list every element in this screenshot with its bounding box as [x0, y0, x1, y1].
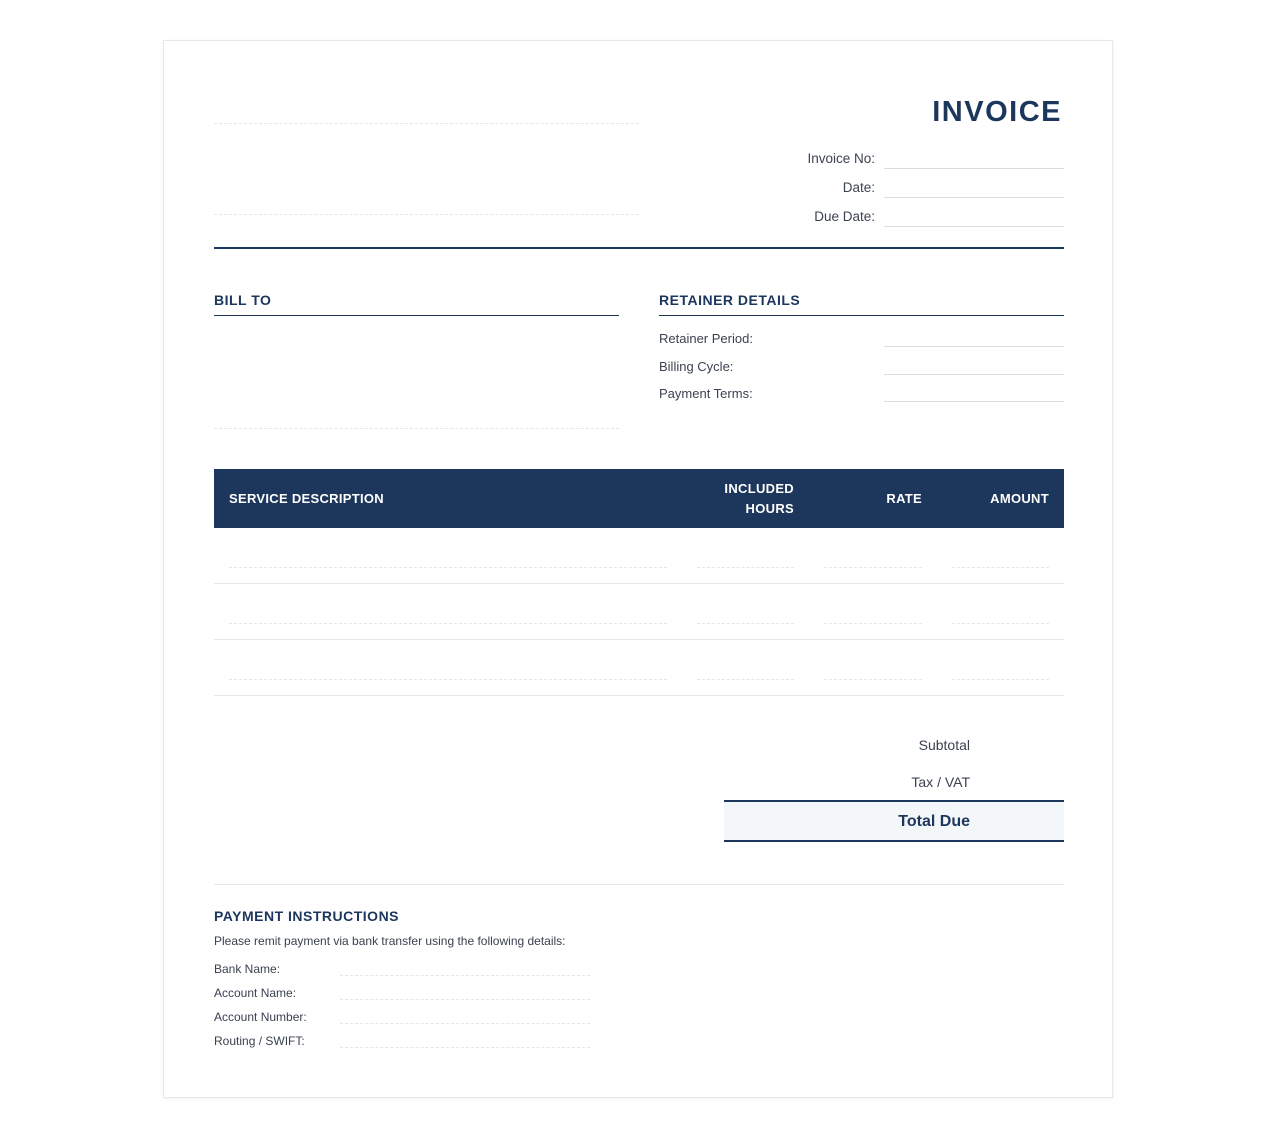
company-address-field[interactable] [214, 214, 639, 215]
bank-name-label: Bank Name: [214, 962, 281, 976]
row-description-field[interactable] [229, 567, 667, 568]
bill-to-rule [214, 315, 619, 316]
row-description-field[interactable] [229, 623, 667, 624]
row-hours-field[interactable] [697, 679, 794, 680]
payment-divider [214, 884, 1064, 885]
header-included-hours-line1: INCLUDED [724, 481, 794, 496]
header-included-hours-line2: HOURS [745, 501, 794, 516]
bill-to-field[interactable] [214, 428, 619, 429]
header-service-description: SERVICE DESCRIPTION [229, 491, 384, 506]
table-row [214, 528, 1064, 584]
invoice-no-label: Invoice No: [807, 151, 875, 166]
row-amount-field[interactable] [952, 623, 1049, 624]
tax-label: Tax / VAT [911, 774, 970, 790]
total-due-box [724, 800, 1064, 842]
row-rate-field[interactable] [824, 623, 922, 624]
retainer-period-label: Retainer Period: [659, 331, 753, 346]
payment-intro-text: Please remit payment via bank transfer using the following details: [214, 934, 566, 948]
payment-terms-label: Payment Terms: [659, 386, 753, 401]
retainer-details-rule [659, 315, 1064, 316]
header-amount: AMOUNT [990, 491, 1049, 506]
table-row [214, 640, 1064, 696]
total-due-label: Total Due [898, 813, 970, 830]
account-name-field[interactable] [340, 999, 590, 1000]
account-number-label: Account Number: [214, 1010, 307, 1024]
account-number-field[interactable] [340, 1023, 590, 1024]
routing-swift-label: Routing / SWIFT: [214, 1034, 305, 1048]
bill-to-title: BILL TO [214, 292, 272, 308]
date-field[interactable] [884, 197, 1064, 198]
subtotal-label: Subtotal [918, 737, 970, 753]
routing-swift-field[interactable] [340, 1047, 590, 1048]
row-rate-field[interactable] [824, 567, 922, 568]
row-hours-field[interactable] [697, 623, 794, 624]
account-name-label: Account Name: [214, 986, 297, 1000]
row-rate-field[interactable] [824, 679, 922, 680]
services-table-header [214, 469, 1064, 528]
invoice-page [163, 40, 1113, 1098]
table-row [214, 584, 1064, 640]
invoice-title: INVOICE [932, 96, 1062, 128]
row-amount-field[interactable] [952, 567, 1049, 568]
bank-name-field[interactable] [340, 975, 590, 976]
row-hours-field[interactable] [697, 567, 794, 568]
date-label: Date: [842, 180, 875, 195]
header-divider [214, 247, 1064, 249]
due-date-field[interactable] [884, 226, 1064, 227]
row-divider [214, 695, 1064, 696]
row-amount-field[interactable] [952, 679, 1049, 680]
invoice-no-field[interactable] [884, 168, 1064, 169]
company-name-field[interactable] [214, 123, 639, 124]
row-description-field[interactable] [229, 679, 667, 680]
payment-instructions-title: PAYMENT INSTRUCTIONS [214, 908, 400, 924]
billing-cycle-label: Billing Cycle: [659, 359, 734, 374]
payment-terms-field[interactable] [884, 401, 1064, 402]
retainer-period-field[interactable] [884, 346, 1064, 347]
billing-cycle-field[interactable] [884, 374, 1064, 375]
retainer-details-title: RETAINER DETAILS [659, 292, 801, 308]
header-rate: RATE [886, 491, 922, 506]
due-date-label: Due Date: [814, 209, 875, 224]
